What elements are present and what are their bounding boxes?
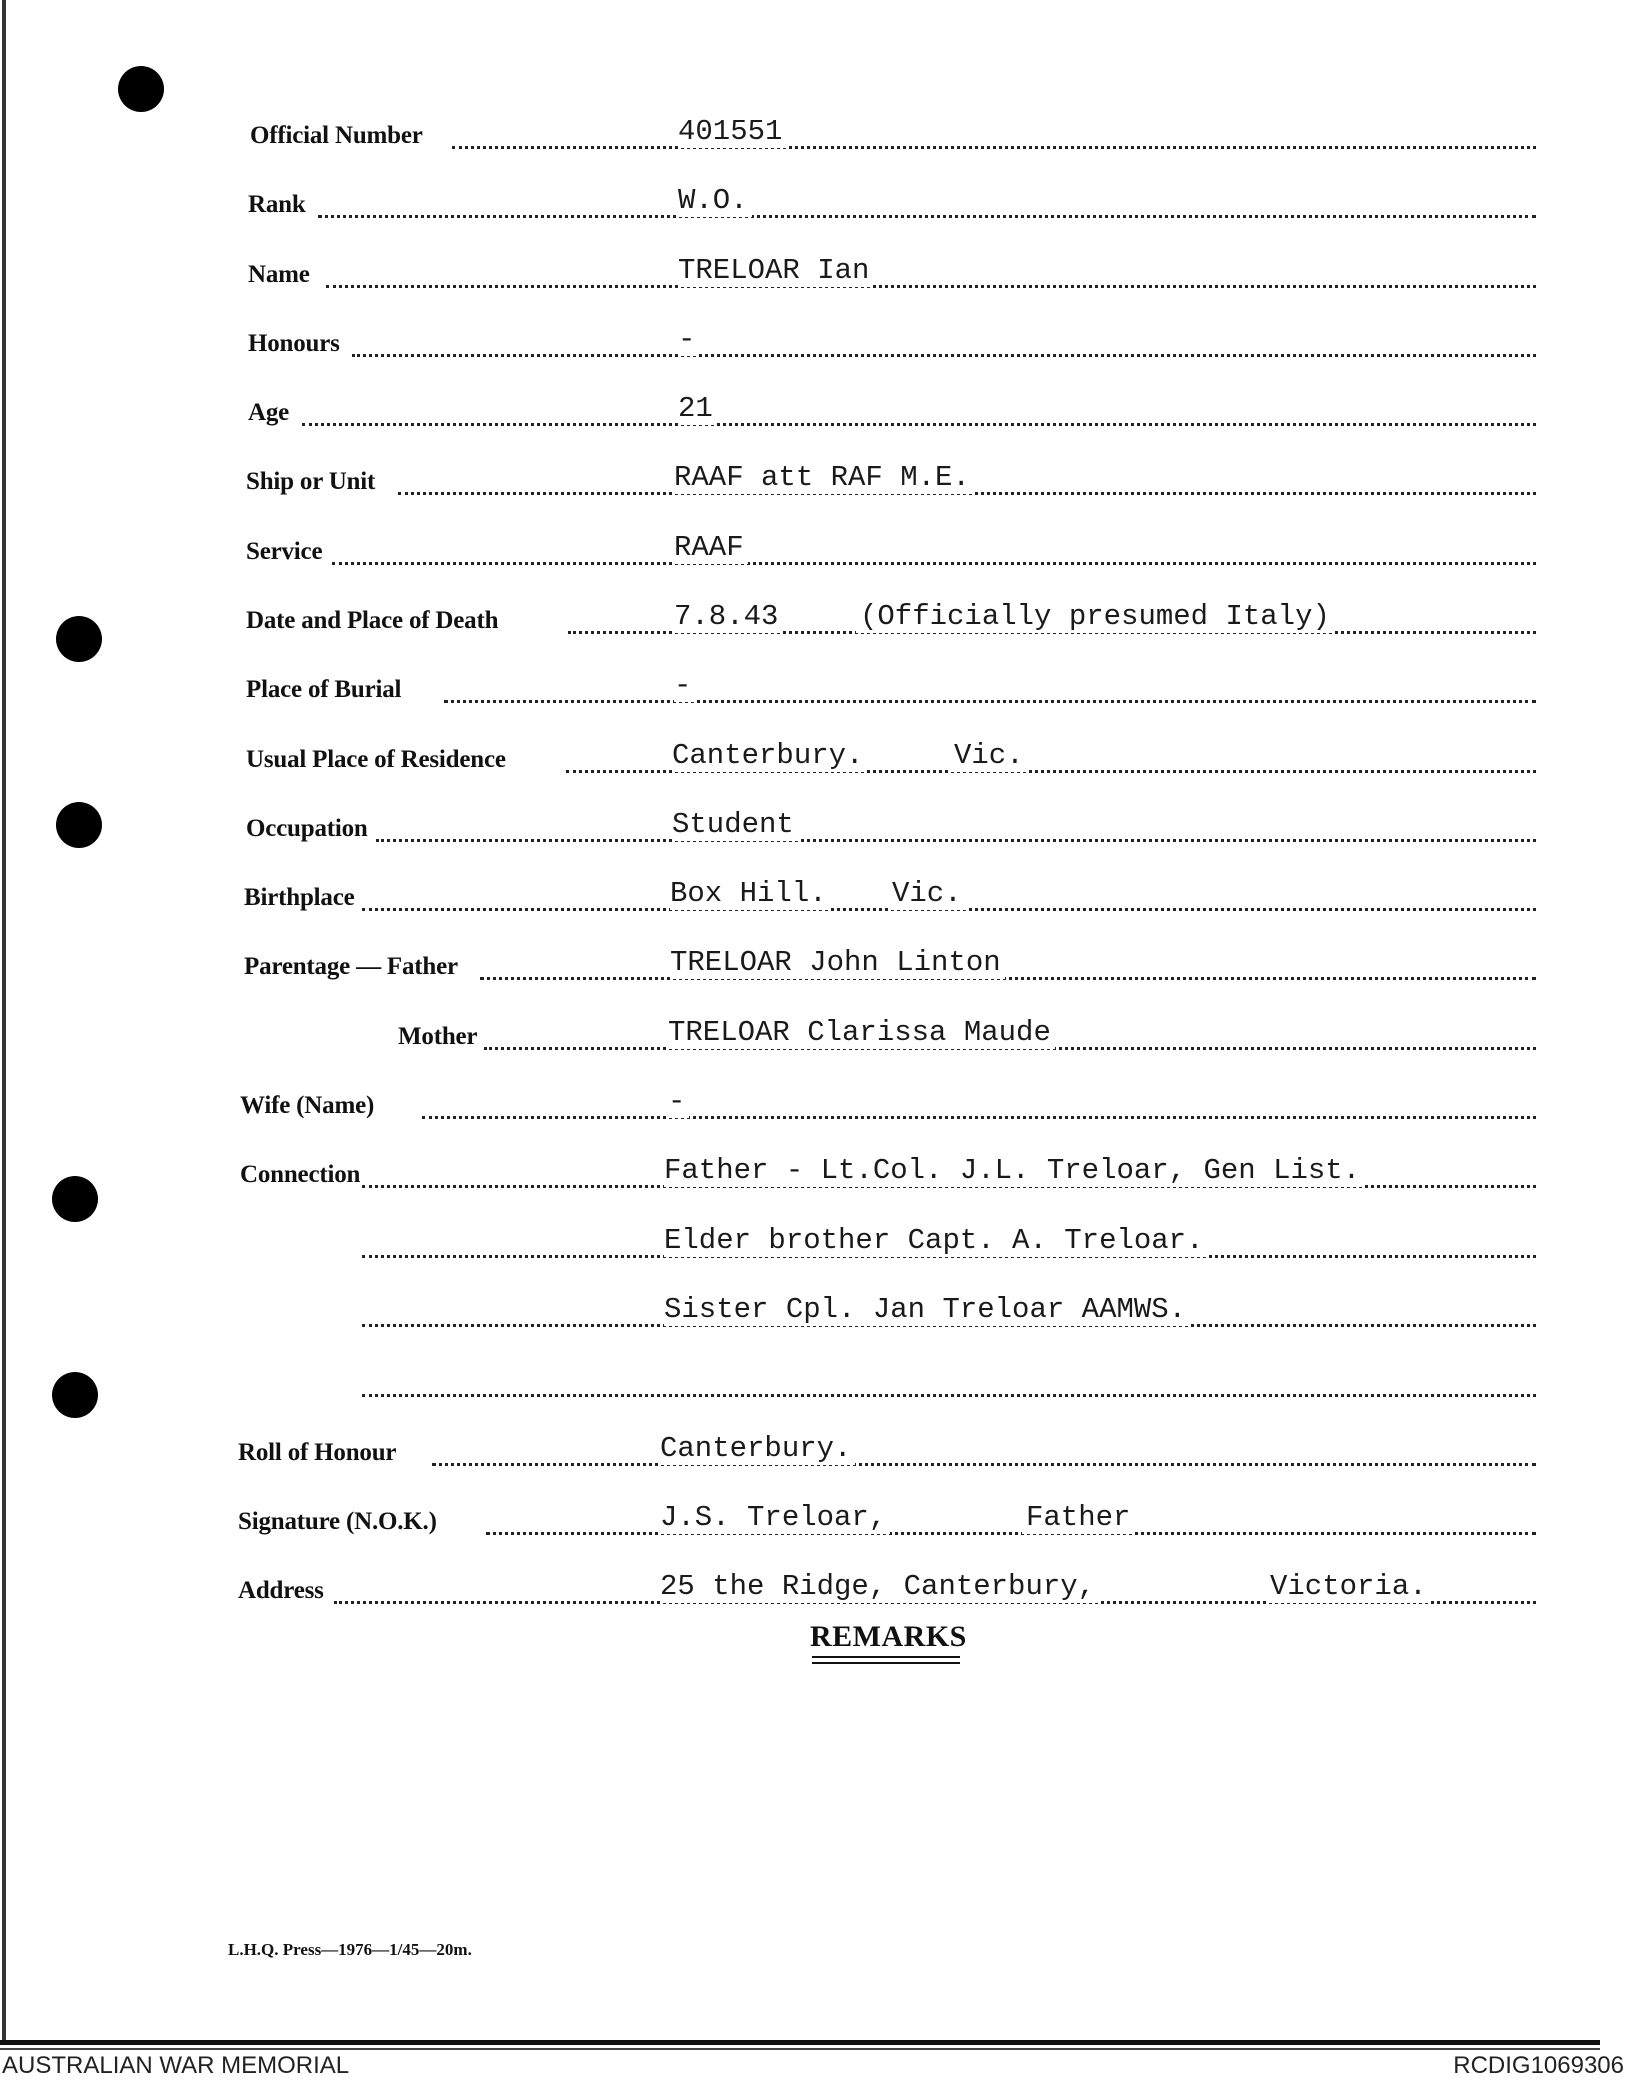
value-death-date: 7.8.43 <box>674 600 782 633</box>
row-ship-or-unit <box>0 454 1632 504</box>
value-roll-of-honour: Canterbury. <box>660 1432 855 1465</box>
label-date-place-death: Date and Place of Death <box>246 607 499 634</box>
value-rank: W.O. <box>678 184 752 217</box>
value-birthplace-state: Vic. <box>888 877 966 910</box>
row-date-place-death <box>0 593 1632 643</box>
label-birthplace: Birthplace <box>244 884 355 911</box>
row-occupation <box>0 801 1632 851</box>
label-occupation: Occupation <box>246 815 368 842</box>
row-usual-residence <box>0 732 1632 782</box>
dotted-line <box>480 977 1536 980</box>
label-official-number: Official Number <box>250 122 423 149</box>
label-service: Service <box>246 538 323 565</box>
bottom-rule <box>0 2048 1600 2050</box>
dotted-line <box>422 1116 1536 1119</box>
value-official-number: 401551 <box>678 115 786 148</box>
value-residence-town: Canterbury. <box>672 739 867 772</box>
row-birthplace <box>0 870 1632 920</box>
dotted-line <box>376 839 1536 842</box>
value-place-of-burial: - <box>674 669 695 702</box>
value-residence-state: Vic. <box>950 739 1028 772</box>
value-death-place: (Officially presumed Italy) <box>856 600 1334 633</box>
label-place-of-burial: Place of Burial <box>246 676 402 703</box>
footer-institution: AUSTRALIAN WAR MEMORIAL <box>2 2052 350 2079</box>
row-signature <box>0 1494 1632 1544</box>
value-address-state: Victoria. <box>1266 1570 1431 1603</box>
row-age <box>0 385 1632 435</box>
row-connection-cont <box>0 1286 1632 1336</box>
row-rank <box>0 177 1632 227</box>
label-name: Name <box>248 261 310 288</box>
dotted-line <box>432 1463 1536 1466</box>
value-wife: - <box>668 1085 689 1118</box>
label-age: Age <box>248 399 290 426</box>
row-address <box>0 1563 1632 1613</box>
label-honours: Honours <box>248 330 340 357</box>
row-name <box>0 247 1632 297</box>
dotted-line <box>352 354 1536 357</box>
dotted-line <box>444 700 1536 703</box>
row-place-of-burial <box>0 662 1632 712</box>
row-roll-of-honour <box>0 1425 1632 1475</box>
value-birthplace-town: Box Hill. <box>670 877 831 910</box>
label-signature: Signature (N.O.K.) <box>238 1508 437 1535</box>
value-ship-or-unit: RAAF att RAF M.E. <box>674 461 974 494</box>
value-address-street: 25 the Ridge, Canterbury, <box>660 1570 1099 1603</box>
dotted-line <box>302 423 1536 426</box>
value-honours: - <box>678 323 699 356</box>
value-father: TRELOAR John Linton <box>670 946 1005 979</box>
remarks-underline <box>812 1662 960 1664</box>
remarks-underline <box>812 1656 960 1658</box>
footer-record-id: RCDIG1069306 <box>1453 2052 1624 2079</box>
label-parentage-father: Parentage — Father <box>244 953 458 980</box>
label-rank: Rank <box>248 191 306 218</box>
value-signature-name: J.S. Treloar, <box>660 1501 890 1534</box>
row-connection-cont <box>0 1217 1632 1267</box>
value-name: TRELOAR Ian <box>678 254 873 287</box>
label-usual-residence: Usual Place of Residence <box>246 746 506 773</box>
dotted-line <box>326 285 1536 288</box>
row-parentage-mother <box>0 1009 1632 1059</box>
row-connection <box>0 1147 1632 1197</box>
value-age: 21 <box>678 392 717 425</box>
value-connection-line: Father - Lt.Col. J.L. Treloar, Gen List. <box>664 1154 1364 1187</box>
label-connection: Connection <box>240 1161 361 1188</box>
label-roll-of-honour: Roll of Honour <box>238 1439 397 1466</box>
value-connection-line: Sister Cpl. Jan Treloar AAMWS. <box>664 1293 1190 1326</box>
value-signature-relation: Father <box>1022 1501 1134 1534</box>
dotted-line <box>486 1532 1536 1535</box>
row-connection-cont <box>0 1356 1632 1406</box>
value-occupation: Student <box>672 808 798 841</box>
value-connection-line: Elder brother Capt. A. Treloar. <box>664 1224 1208 1257</box>
remarks-heading: REMARKS <box>810 1620 967 1653</box>
bottom-rule <box>0 2040 1600 2045</box>
dotted-line <box>362 1394 1536 1397</box>
dotted-line <box>332 562 1536 565</box>
row-wife <box>0 1078 1632 1128</box>
dotted-line <box>318 215 1536 218</box>
value-mother: TRELOAR Clarissa Maude <box>668 1016 1055 1049</box>
row-honours <box>0 316 1632 366</box>
dotted-line <box>452 146 1536 149</box>
row-parentage-father <box>0 939 1632 989</box>
value-service: RAAF <box>674 531 748 564</box>
printer-note: L.H.Q. Press—1976—1/45—20m. <box>228 1940 472 1959</box>
row-service <box>0 524 1632 574</box>
label-mother: Mother <box>398 1023 478 1050</box>
label-address: Address <box>238 1577 324 1604</box>
label-ship-or-unit: Ship or Unit <box>246 468 376 495</box>
row-official-number <box>0 108 1632 158</box>
label-wife: Wife (Name) <box>240 1092 375 1119</box>
binding-hole <box>118 66 164 112</box>
